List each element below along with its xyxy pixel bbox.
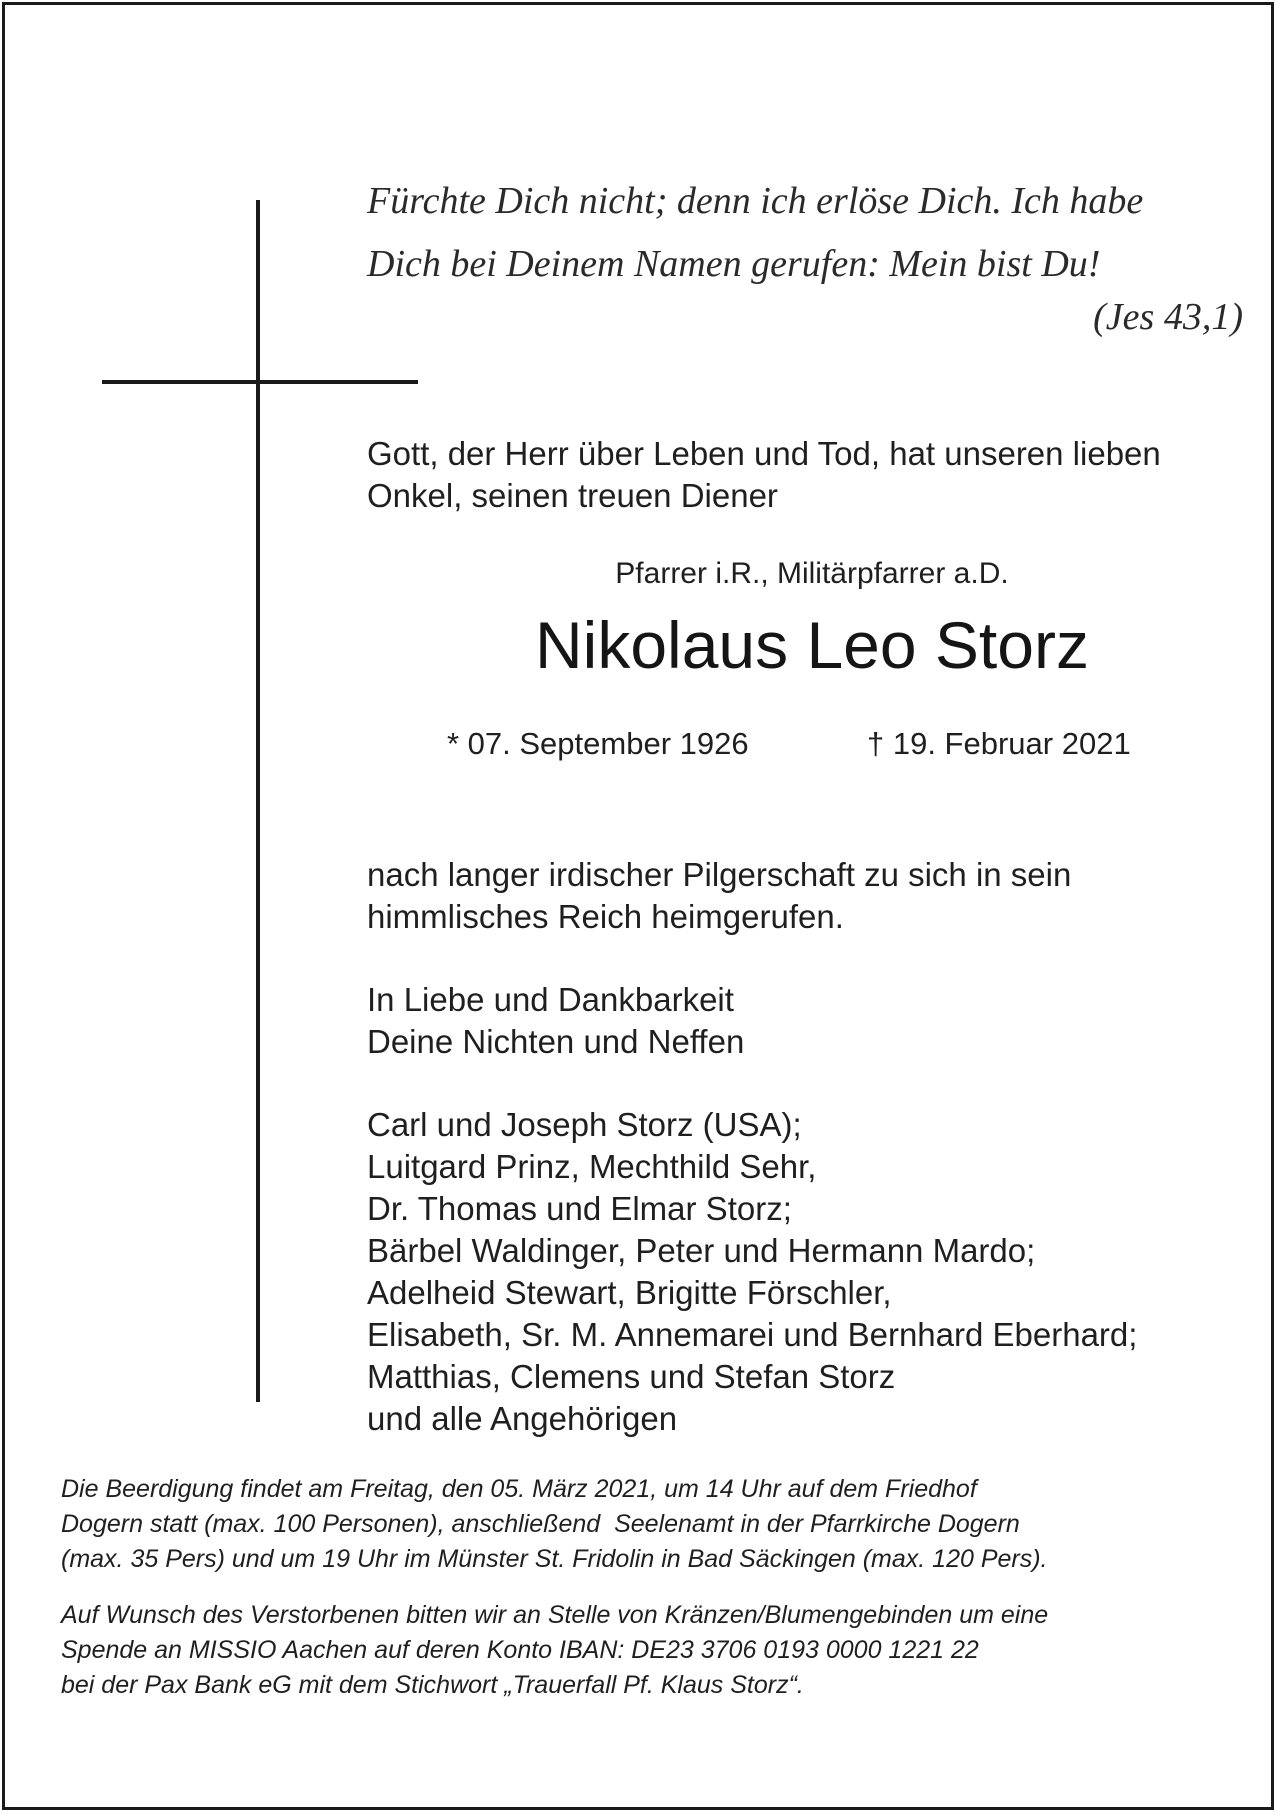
cross-horizontal-bar [102,380,418,384]
verse-line: Dich bei Deinem Namen gerufen: Mein bist Du! [367,243,1101,285]
body-line: himmlisches Reich heimgerufen. [367,898,844,935]
verse-reference: (Jes 43,1) [1093,296,1243,338]
donation-note [61,1598,1251,1703]
intro-text [367,433,1267,517]
deceased-name: Nikolaus Leo Storz [535,608,1089,682]
donation-note-line: Spende an MISSIO Aachen auf deren Konto IBAN: DE23 3706 0193 0000 1221 22 [61,1636,979,1664]
mourner-line: Elisabeth, Sr. M. Annemarei und Bernhard Eberhard; [367,1316,1138,1353]
birth-date: * 07. September 1926 [447,726,749,761]
mourner-line: Luitgard Prinz, Mechthild Sehr, [367,1148,817,1185]
death-date: † 19. Februar 2021 [867,726,1131,761]
body-line: nach langer irdischer Pilgerschaft zu sich in sein [367,856,1072,893]
obituary-frame [2,2,1274,1810]
signature-line: Deine Nichten und Neffen [367,1023,745,1060]
funeral-note-line: (max. 35 Pers) und um 19 Uhr im Münster St. Fridolin in Bad Säckingen (max. 120 Pers). [61,1545,1048,1573]
mourner-line: Adelheid Stewart, Brigitte Förschler, [367,1274,892,1311]
signature [367,979,744,1063]
funeral-note-line: Dogern statt (max. 100 Personen), anschließend Seelenamt in der Pfarrkirche Dogern [61,1510,1020,1538]
bible-verse [367,170,1257,296]
deceased-title: Pfarrer i.R., Militärpfarrer a.D. [615,557,1009,590]
signature-line: In Liebe und Dankbarkeit [367,981,734,1018]
mourner-line: Matthias, Clemens und Stefan Storz [367,1358,896,1395]
mourners-list [367,1104,1137,1440]
mourner-line: Carl und Joseph Storz (USA); [367,1106,802,1143]
intro-line: Onkel, seinen treuen Diener [367,477,778,514]
funeral-note [61,1472,1251,1577]
intro-line: Gott, der Herr über Leben und Tod, hat unseren lieben [367,435,1161,472]
verse-line: Fürchte Dich nicht; denn ich erlöse Dich. Ich habe [367,180,1144,222]
mourner-line: Bärbel Waldinger, Peter und Hermann Mardo; [367,1232,1036,1269]
donation-note-line: Auf Wunsch des Verstorbenen bitten wir an Stelle von Kränzen/Blumengebinden um eine [61,1601,1049,1629]
mourner-line: Dr. Thomas und Elmar Storz; [367,1190,792,1227]
donation-note-line: bei der Pax Bank eG mit dem Stichwort „Trauerfall Pf. Klaus Storz“. [61,1671,804,1699]
mourner-line: und alle Angehörigen [367,1400,678,1437]
funeral-note-line: Die Beerdigung findet am Freitag, den 05. März 2021, um 14 Uhr auf dem Friedhof [61,1475,977,1503]
body-text [367,854,1071,938]
